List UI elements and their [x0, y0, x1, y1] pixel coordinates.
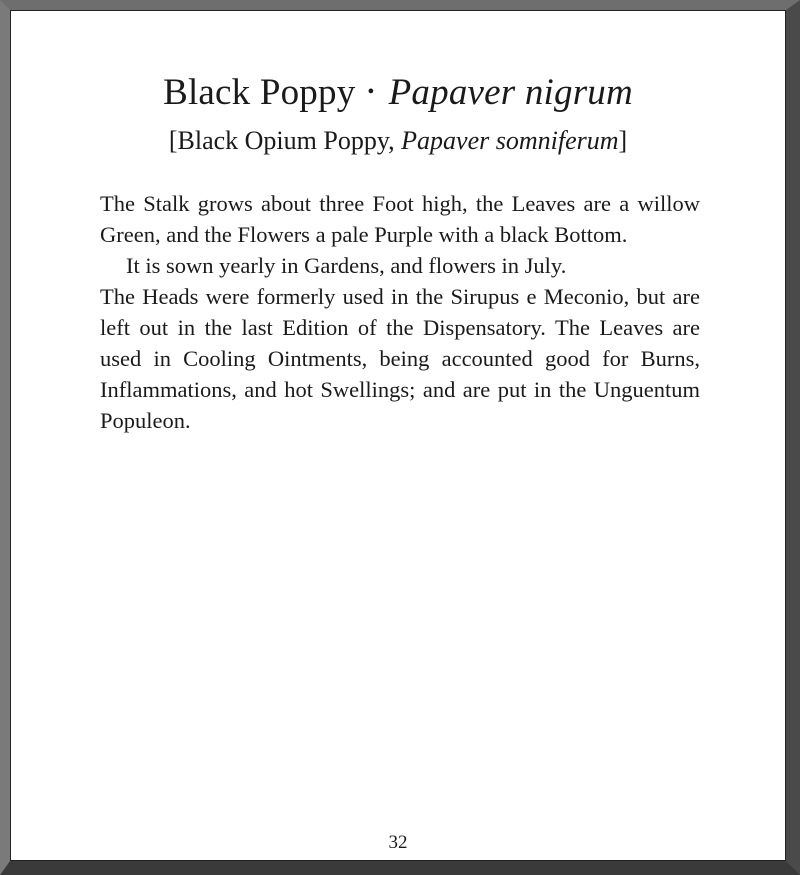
page-number: 32 — [388, 832, 408, 853]
body-text — [100, 188, 700, 436]
title-latin-name: Papaver nigrum — [388, 72, 633, 113]
page-subtitle — [10, 125, 786, 157]
subtitle-open-bracket: [ — [168, 126, 178, 155]
page-title — [10, 70, 786, 115]
title-common-name: Black Poppy — [163, 72, 356, 113]
subtitle-common-name: Black Opium Poppy, — [177, 126, 402, 155]
paragraph-cultivation: It is sown yearly in Gardens, and flowers in July. — [126, 253, 567, 278]
paragraph-uses: The Heads were formerly used in the Sirupus e Meconio, but are left out in the last Edition of the Dispensatory. The Leaves are used in Cooling Ointments, being accounted good for Burns, Inflammations, and hot Swellings; and are put in the Unguentum Populeon. — [100, 284, 700, 433]
title-separator: • — [367, 81, 375, 103]
paragraph-description: The Stalk grows about three Foot high, the Leaves are a willow Green, and the Flowers a pale Purple with a black Bottom. — [100, 191, 700, 247]
subtitle-close-bracket: ] — [618, 126, 628, 155]
book-page — [10, 10, 786, 861]
subtitle-latin-name: Papaver somniferum — [401, 126, 619, 155]
